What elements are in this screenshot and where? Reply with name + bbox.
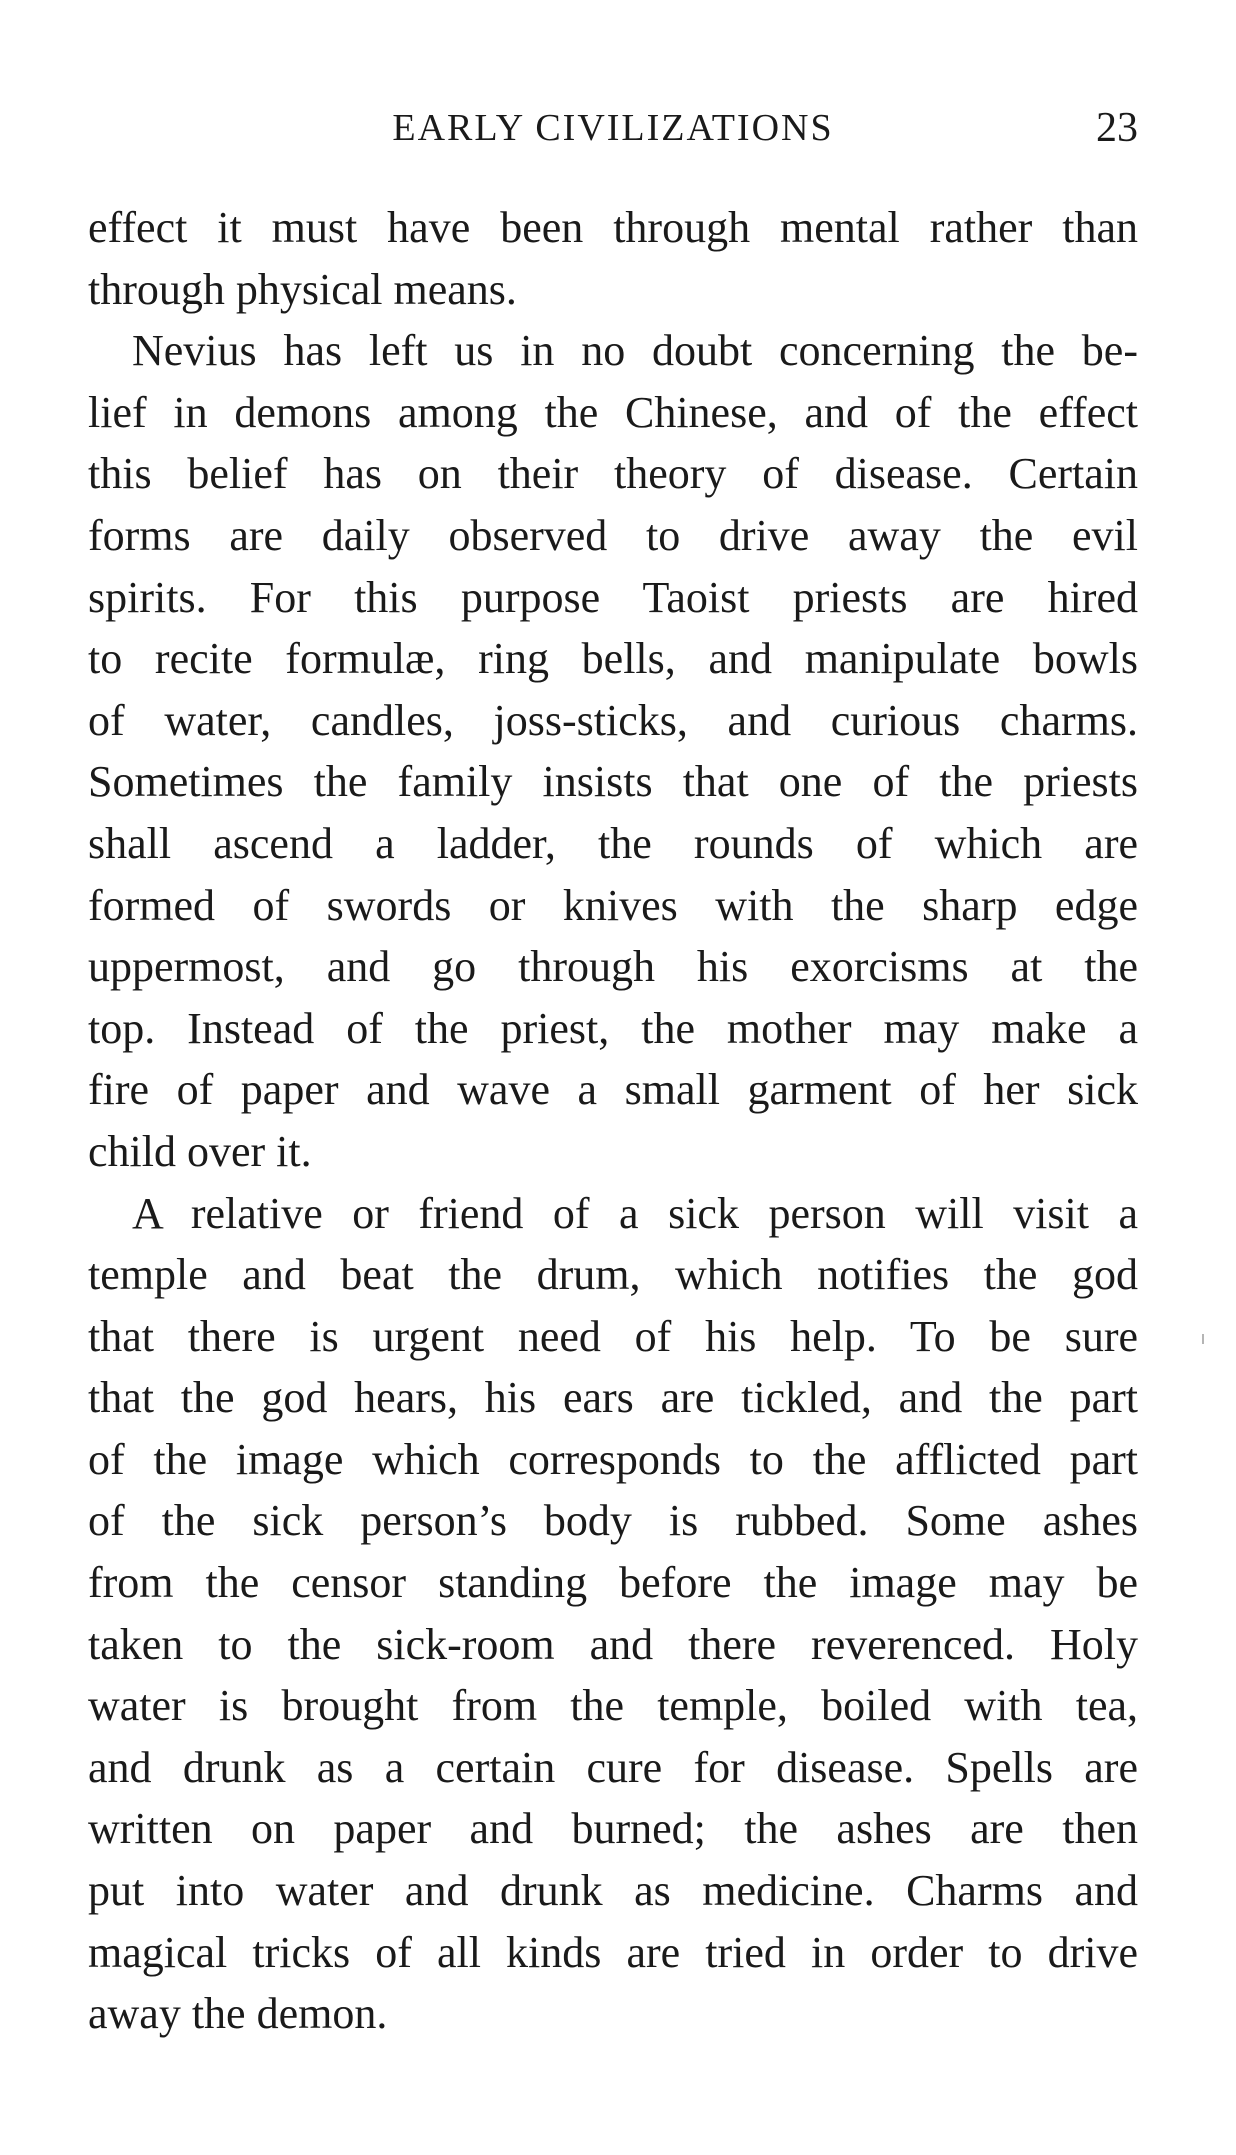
- text-line: taken to the sick-room and there reverenced. Holy: [88, 1619, 1138, 1669]
- text-line: put into water and drunk as medicine. Charms and: [88, 1866, 1138, 1916]
- text-line: forms are daily observed to drive away the evil: [88, 510, 1138, 560]
- text-line: water is brought from the temple, boiled with tea,: [88, 1681, 1138, 1731]
- text-line: to recite formulæ, ring bells, and manipulate bowls: [88, 634, 1138, 684]
- text-line: that the god hears, his ears are tickled, and the part: [88, 1373, 1138, 1423]
- text-line: of the sick person’s body is rubbed. Some ashes: [88, 1496, 1138, 1546]
- text-line: of the image which corresponds to the afflicted part: [88, 1434, 1138, 1484]
- scan-speck: [1202, 1334, 1204, 1344]
- text-line: this belief has on their theory of disease. Certain: [88, 449, 1138, 499]
- text-line: uppermost, and go through his exorcisms at the: [88, 942, 1138, 992]
- page-number: 23: [1096, 105, 1138, 151]
- running-head: [88, 98, 1138, 158]
- text-line: lief in demons among the Chinese, and of the effect: [88, 387, 1138, 437]
- text-line: magical tricks of all kinds are tried in order to drive: [88, 1927, 1138, 1977]
- text-line: child over it.: [88, 1126, 312, 1176]
- text-line: fire of paper and wave a small garment of her sick: [88, 1065, 1138, 1115]
- paragraph-nevius: [88, 320, 1138, 1182]
- running-title: EARLY CIVILIZATIONS: [392, 107, 834, 149]
- paragraph-continued: [88, 197, 1138, 320]
- text-line: of water, candles, joss-sticks, and curious charms.: [88, 695, 1138, 745]
- text-line: A relative or friend of a sick person will visit a: [132, 1188, 1138, 1238]
- text-line: effect it must have been through mental rather than: [88, 203, 1138, 252]
- text-line: written on paper and burned; the ashes are then: [88, 1804, 1138, 1854]
- text-line: away the demon.: [88, 1989, 388, 2039]
- text-line: Nevius has left us in no doubt concerning the be-: [132, 326, 1138, 376]
- text-line: formed of swords or knives with the sharp edge: [88, 880, 1138, 930]
- text-line: that there is urgent need of his help. To be sure: [88, 1311, 1138, 1361]
- paragraph-relative: [88, 1183, 1138, 2045]
- text-line: top. Instead of the priest, the mother may make a: [88, 1003, 1138, 1053]
- text-line: shall ascend a ladder, the rounds of which are: [88, 818, 1138, 868]
- text-line: from the censor standing before the image may be: [88, 1558, 1138, 1608]
- text-line: and drunk as a certain cure for disease. Spells are: [88, 1742, 1138, 1792]
- text-line: through physical means.: [88, 264, 517, 314]
- text-body: [88, 197, 1138, 2045]
- text-line: spirits. For this purpose Taoist priests are hired: [88, 572, 1138, 622]
- text-line: temple and beat the drum, which notifies the god: [88, 1250, 1138, 1300]
- text-line: Sometimes the family insists that one of the priests: [88, 757, 1138, 807]
